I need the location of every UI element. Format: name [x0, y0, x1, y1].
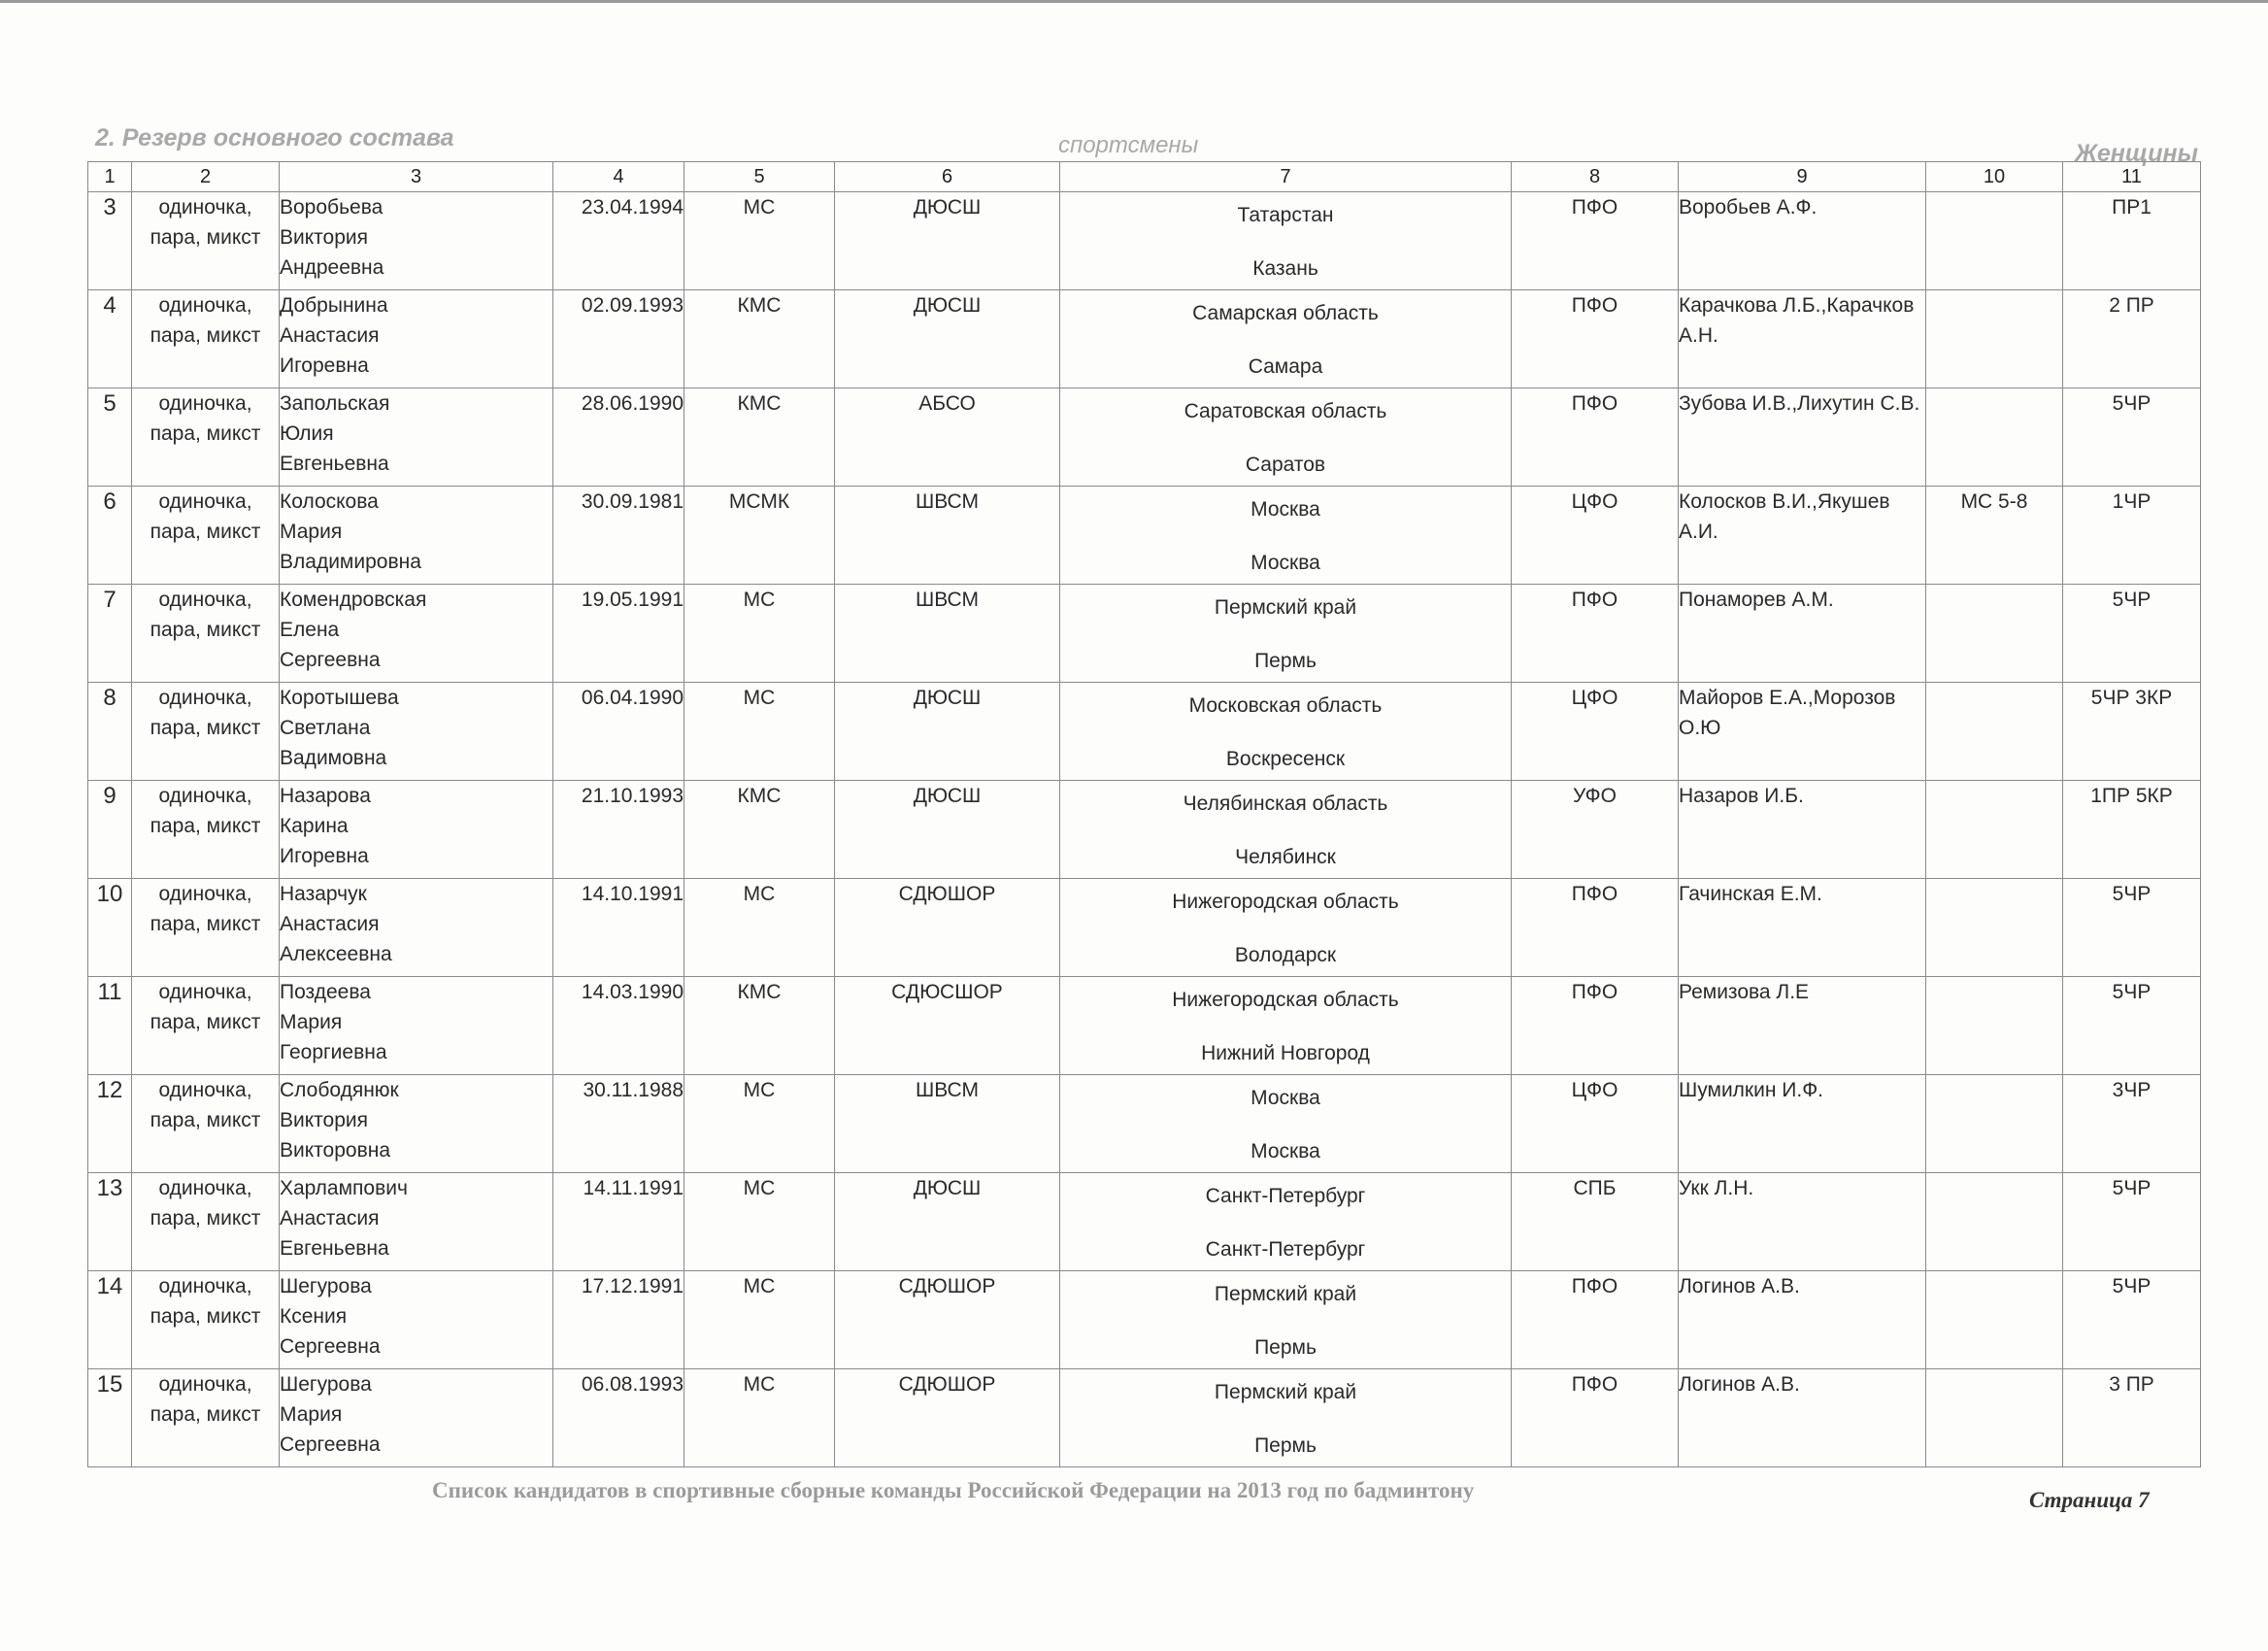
sport-rank-cell: КМС — [684, 977, 835, 1075]
coach-cell: Понаморев А.М. — [1679, 585, 1926, 683]
sport-school-cell: ДЮСШ — [835, 683, 1060, 781]
athlete-name-line: Светлана — [280, 717, 371, 739]
region-cell — [1060, 977, 1512, 1075]
result-cell: 1ПР 5КР — [2063, 781, 2201, 879]
row-number: 14 — [88, 1271, 132, 1369]
sport-school-cell: ШВСМ — [835, 487, 1060, 585]
athlete-name-line: Викторовна — [280, 1139, 391, 1162]
athlete-name-line: Назарчук — [280, 883, 367, 905]
discipline-cell: одиночка, пара, микст — [132, 1075, 280, 1173]
athlete-name-line: Поздеева — [280, 981, 371, 1003]
region-name: Пермский край — [1214, 1381, 1357, 1403]
sport-rank-cell: КМС — [684, 290, 835, 388]
athlete-name-line: Комендровская — [280, 589, 427, 611]
region-cell — [1060, 192, 1512, 290]
athlete-name-cell — [280, 1369, 553, 1467]
discipline-cell: одиночка, пара, микст — [132, 585, 280, 683]
row-number: 3 — [88, 192, 132, 290]
region-name: Нижегородская область — [1172, 989, 1399, 1011]
region-cell — [1060, 1173, 1512, 1271]
sport-rank-cell: МС — [684, 192, 835, 290]
birth-date-cell: 06.04.1990 — [553, 683, 684, 781]
sport-rank-cell: МСМК — [684, 487, 835, 585]
table-row — [88, 781, 2201, 879]
athlete-name-line: Коротышева — [280, 687, 399, 709]
column-10-cell — [1926, 977, 2063, 1075]
sport-rank-cell: МС — [684, 1075, 835, 1173]
birth-date-cell: 06.08.1993 — [553, 1369, 684, 1467]
column-header-6: 6 — [835, 162, 1060, 192]
athlete-name-line: Анастасия — [280, 1207, 380, 1230]
row-number: 4 — [88, 290, 132, 388]
city-name: Нижний Новгород — [1201, 1042, 1370, 1064]
table-row — [88, 1271, 2201, 1369]
region-name: Пермский край — [1214, 1283, 1357, 1305]
athlete-name-line: Владимировна — [280, 551, 421, 573]
birth-date-cell: 17.12.1991 — [553, 1271, 684, 1369]
sport-school-cell: ДЮСШ — [835, 290, 1060, 388]
athlete-name-line: Георгиевна — [280, 1041, 387, 1063]
birth-date-cell: 14.03.1990 — [553, 977, 684, 1075]
sport-school-cell: ШВСМ — [835, 585, 1060, 683]
city-name: Самара — [1248, 355, 1323, 378]
city-name: Пермь — [1254, 1434, 1317, 1457]
coach-cell: Укк Л.Н. — [1679, 1173, 1926, 1271]
result-cell: 5ЧР — [2063, 1271, 2201, 1369]
row-number: 10 — [88, 879, 132, 977]
federal-district-cell: УФО — [1512, 781, 1679, 879]
athlete-name-line: Запольская — [280, 392, 390, 415]
row-number: 11 — [88, 977, 132, 1075]
column-header-10: 10 — [1926, 162, 2063, 192]
birth-date-cell: 23.04.1994 — [553, 192, 684, 290]
top-rule — [0, 0, 2268, 3]
sport-rank-cell: МС — [684, 879, 835, 977]
discipline-cell: одиночка, пара, микст — [132, 388, 280, 487]
sport-rank-cell: МС — [684, 585, 835, 683]
federal-district-cell: ПФО — [1512, 388, 1679, 487]
discipline-cell: одиночка, пара, микст — [132, 781, 280, 879]
coach-cell: Колосков В.И.,Якушев А.И. — [1679, 487, 1926, 585]
table-row — [88, 1173, 2201, 1271]
column-10-cell — [1926, 1369, 2063, 1467]
region-name: Татарстан — [1237, 204, 1334, 226]
result-cell: 2 ПР — [2063, 290, 2201, 388]
athlete-name-line: Евгеньевна — [280, 1237, 389, 1260]
birth-date-cell: 02.09.1993 — [553, 290, 684, 388]
coach-cell: Майоров Е.А.,Морозов О.Ю — [1679, 683, 1926, 781]
athlete-name-cell — [280, 781, 553, 879]
discipline-cell: одиночка, пара, микст — [132, 192, 280, 290]
coach-cell: Логинов А.В. — [1679, 1271, 1926, 1369]
row-number: 8 — [88, 683, 132, 781]
athlete-name-cell — [280, 1075, 553, 1173]
athlete-name-line: Игоревна — [280, 845, 369, 867]
federal-district-cell: ПФО — [1512, 290, 1679, 388]
region-name: Московская область — [1188, 694, 1383, 717]
table-row — [88, 487, 2201, 585]
region-cell — [1060, 781, 1512, 879]
federal-district-cell: ЦФО — [1512, 683, 1679, 781]
discipline-cell: одиночка, пара, микст — [132, 1173, 280, 1271]
federal-district-cell: ПФО — [1512, 977, 1679, 1075]
column-header-7: 7 — [1060, 162, 1512, 192]
athlete-name-line: Шегурова — [280, 1275, 372, 1297]
table-row — [88, 879, 2201, 977]
federal-district-cell: ПФО — [1512, 192, 1679, 290]
athlete-name-line: Шегурова — [280, 1373, 372, 1396]
athlete-name-line: Слободянюк — [280, 1079, 399, 1101]
category-label: спортсмены — [1058, 132, 1199, 158]
sport-school-cell: ДЮСШ — [835, 192, 1060, 290]
sport-school-cell: СДЮШОР — [835, 1369, 1060, 1467]
section-title: 2. Резерв основного состава — [95, 124, 454, 152]
region-cell — [1060, 1271, 1512, 1369]
city-name: Челябинск — [1235, 846, 1336, 868]
column-10-cell — [1926, 585, 2063, 683]
federal-district-cell: ПФО — [1512, 879, 1679, 977]
column-header-row — [88, 162, 2201, 192]
table-row — [88, 683, 2201, 781]
discipline-cell: одиночка, пара, микст — [132, 879, 280, 977]
athlete-name-line: Елена — [280, 619, 340, 641]
birth-date-cell: 21.10.1993 — [553, 781, 684, 879]
column-header-1: 1 — [88, 162, 132, 192]
athlete-name-cell — [280, 388, 553, 487]
row-number: 5 — [88, 388, 132, 487]
athlete-name-line: Виктория — [280, 1109, 369, 1131]
athlete-name-line: Сергеевна — [280, 1433, 381, 1456]
column-header-4: 4 — [553, 162, 684, 192]
athlete-name-line: Воробьева — [280, 196, 384, 219]
region-name: Пермский край — [1214, 596, 1357, 619]
athlete-name-line: Анастасия — [280, 913, 380, 935]
sport-rank-cell: КМС — [684, 781, 835, 879]
column-10-cell — [1926, 1173, 2063, 1271]
athlete-name-line: Юлия — [280, 422, 334, 445]
athlete-name-line: Назарова — [280, 785, 371, 807]
athlete-name-line: Карина — [280, 815, 349, 837]
region-cell — [1060, 388, 1512, 487]
sport-rank-cell: МС — [684, 1271, 835, 1369]
column-10-cell — [1926, 879, 2063, 977]
federal-district-cell: СПБ — [1512, 1173, 1679, 1271]
column-header-8: 8 — [1512, 162, 1679, 192]
discipline-cell: одиночка, пара, микст — [132, 487, 280, 585]
row-number: 15 — [88, 1369, 132, 1467]
birth-date-cell: 30.11.1988 — [553, 1075, 684, 1173]
coach-cell: Зубова И.В.,Лихутин С.В. — [1679, 388, 1926, 487]
athlete-name-line: Харлампович — [280, 1177, 408, 1199]
athlete-name-cell — [280, 1173, 553, 1271]
roster-table — [87, 161, 2201, 1467]
result-cell: 5ЧР 3КР — [2063, 683, 2201, 781]
athlete-name-line: Алексеевна — [280, 943, 392, 965]
athlete-name-line: Андреевна — [280, 256, 384, 279]
athlete-name-line: Игоревна — [280, 354, 369, 377]
row-number: 12 — [88, 1075, 132, 1173]
row-number: 6 — [88, 487, 132, 585]
region-cell — [1060, 585, 1512, 683]
row-number: 13 — [88, 1173, 132, 1271]
result-cell: 1ЧР — [2063, 487, 2201, 585]
region-cell — [1060, 1075, 1512, 1173]
region-name: Москва — [1251, 498, 1320, 521]
table-row — [88, 977, 2201, 1075]
page-number: Страница 7 — [2029, 1488, 2150, 1512]
result-cell: 5ЧР — [2063, 879, 2201, 977]
city-name: Пермь — [1254, 1336, 1317, 1359]
discipline-cell: одиночка, пара, микст — [132, 1271, 280, 1369]
column-10-cell: МС 5-8 — [1926, 487, 2063, 585]
result-cell: 5ЧР — [2063, 585, 2201, 683]
column-10-cell — [1926, 290, 2063, 388]
city-name: Казань — [1252, 257, 1318, 280]
athlete-name-line: Мария — [280, 1403, 343, 1426]
region-name: Санкт-Петербург — [1205, 1185, 1366, 1207]
column-10-cell — [1926, 683, 2063, 781]
federal-district-cell: ПФО — [1512, 1271, 1679, 1369]
athlete-name-cell — [280, 192, 553, 290]
athlete-name-cell — [280, 683, 553, 781]
sport-school-cell: СДЮШОР — [835, 879, 1060, 977]
birth-date-cell: 14.10.1991 — [553, 879, 684, 977]
athlete-name-line: Евгеньевна — [280, 453, 389, 475]
sport-rank-cell: МС — [684, 1369, 835, 1467]
federal-district-cell: ПФО — [1512, 585, 1679, 683]
table-row — [88, 290, 2201, 388]
column-10-cell — [1926, 1075, 2063, 1173]
sport-rank-cell: МС — [684, 683, 835, 781]
region-name: Москва — [1251, 1087, 1320, 1109]
column-10-cell — [1926, 781, 2063, 879]
athlete-name-line: Ксения — [280, 1305, 348, 1328]
result-cell: 3ЧР — [2063, 1075, 2201, 1173]
gender-label: Женщины — [2075, 140, 2198, 167]
result-cell: 3 ПР — [2063, 1369, 2201, 1467]
footer-caption: Список кандидатов в спортивные сборные команды Российской Федерации на 2013 год по бадминтону — [432, 1478, 1475, 1502]
athlete-name-cell — [280, 585, 553, 683]
sport-school-cell: ДЮСШ — [835, 781, 1060, 879]
column-header-5: 5 — [684, 162, 835, 192]
city-name: Саратов — [1245, 454, 1326, 476]
birth-date-cell: 14.11.1991 — [553, 1173, 684, 1271]
region-cell — [1060, 1369, 1512, 1467]
result-cell: 5ЧР — [2063, 388, 2201, 487]
result-cell: 5ЧР — [2063, 1173, 2201, 1271]
athlete-name-line: Сергеевна — [280, 649, 381, 671]
column-header-9: 9 — [1679, 162, 1926, 192]
coach-cell: Воробьев А.Ф. — [1679, 192, 1926, 290]
birth-date-cell: 30.09.1981 — [553, 487, 684, 585]
sport-school-cell: СДЮСШОР — [835, 977, 1060, 1075]
discipline-cell: одиночка, пара, микст — [132, 977, 280, 1075]
region-name: Самарская область — [1192, 302, 1379, 324]
region-cell — [1060, 290, 1512, 388]
sport-school-cell: ДЮСШ — [835, 1173, 1060, 1271]
city-name: Володарск — [1234, 944, 1337, 966]
athlete-name-cell — [280, 1271, 553, 1369]
sport-school-cell: АБСО — [835, 388, 1060, 487]
column-header-11: 11 — [2063, 162, 2201, 192]
region-cell — [1060, 879, 1512, 977]
city-name: Пермь — [1254, 650, 1317, 672]
federal-district-cell: ПФО — [1512, 1369, 1679, 1467]
athlete-name-cell — [280, 879, 553, 977]
discipline-cell: одиночка, пара, микст — [132, 1369, 280, 1467]
federal-district-cell: ЦФО — [1512, 487, 1679, 585]
federal-district-cell: ЦФО — [1512, 1075, 1679, 1173]
discipline-cell: одиночка, пара, микст — [132, 683, 280, 781]
region-name: Нижегородская область — [1172, 891, 1399, 913]
region-name: Саратовская область — [1184, 400, 1387, 422]
table-row — [88, 1369, 2201, 1467]
sport-rank-cell: МС — [684, 1173, 835, 1271]
column-10-cell — [1926, 1271, 2063, 1369]
region-cell — [1060, 487, 1512, 585]
result-cell: ПР1 — [2063, 192, 2201, 290]
sport-school-cell: ШВСМ — [835, 1075, 1060, 1173]
row-number: 9 — [88, 781, 132, 879]
result-cell: 5ЧР — [2063, 977, 2201, 1075]
athlete-name-cell — [280, 487, 553, 585]
column-10-cell — [1926, 388, 2063, 487]
athlete-name-line: Вадимовна — [280, 747, 387, 769]
coach-cell: Гачинская Е.М. — [1679, 879, 1926, 977]
athlete-name-line: Анастасия — [280, 324, 380, 347]
table-row — [88, 388, 2201, 487]
city-name: Москва — [1251, 1140, 1320, 1162]
coach-cell: Назаров И.Б. — [1679, 781, 1926, 879]
coach-cell: Шумилкин И.Ф. — [1679, 1075, 1926, 1173]
row-number: 7 — [88, 585, 132, 683]
table-row — [88, 585, 2201, 683]
table-row — [88, 192, 2201, 290]
region-name: Челябинская область — [1183, 792, 1388, 815]
athlete-name-line: Мария — [280, 521, 343, 543]
roster-body — [88, 192, 2201, 1467]
column-10-cell — [1926, 192, 2063, 290]
coach-cell: Ремизова Л.Е — [1679, 977, 1926, 1075]
athlete-name-line: Виктория — [280, 226, 369, 249]
column-header-3: 3 — [280, 162, 553, 192]
athlete-name-line: Колоскова — [280, 490, 379, 513]
athlete-name-line: Мария — [280, 1011, 343, 1033]
sport-school-cell: СДЮШОР — [835, 1271, 1060, 1369]
coach-cell: Карачкова Л.Б.,Карачков А.Н. — [1679, 290, 1926, 388]
birth-date-cell: 19.05.1991 — [553, 585, 684, 683]
table-row — [88, 1075, 2201, 1173]
city-name: Санкт-Петербург — [1205, 1238, 1366, 1261]
athlete-name-line: Сергеевна — [280, 1335, 381, 1358]
city-name: Москва — [1251, 552, 1320, 574]
athlete-name-cell — [280, 977, 553, 1075]
discipline-cell: одиночка, пара, микст — [132, 290, 280, 388]
sport-rank-cell: КМС — [684, 388, 835, 487]
coach-cell: Логинов А.В. — [1679, 1369, 1926, 1467]
birth-date-cell: 28.06.1990 — [553, 388, 684, 487]
athlete-name-line: Добрынина — [280, 294, 388, 317]
city-name: Воскресенск — [1225, 748, 1346, 770]
athlete-name-cell — [280, 290, 553, 388]
column-header-2: 2 — [132, 162, 280, 192]
region-cell — [1060, 683, 1512, 781]
